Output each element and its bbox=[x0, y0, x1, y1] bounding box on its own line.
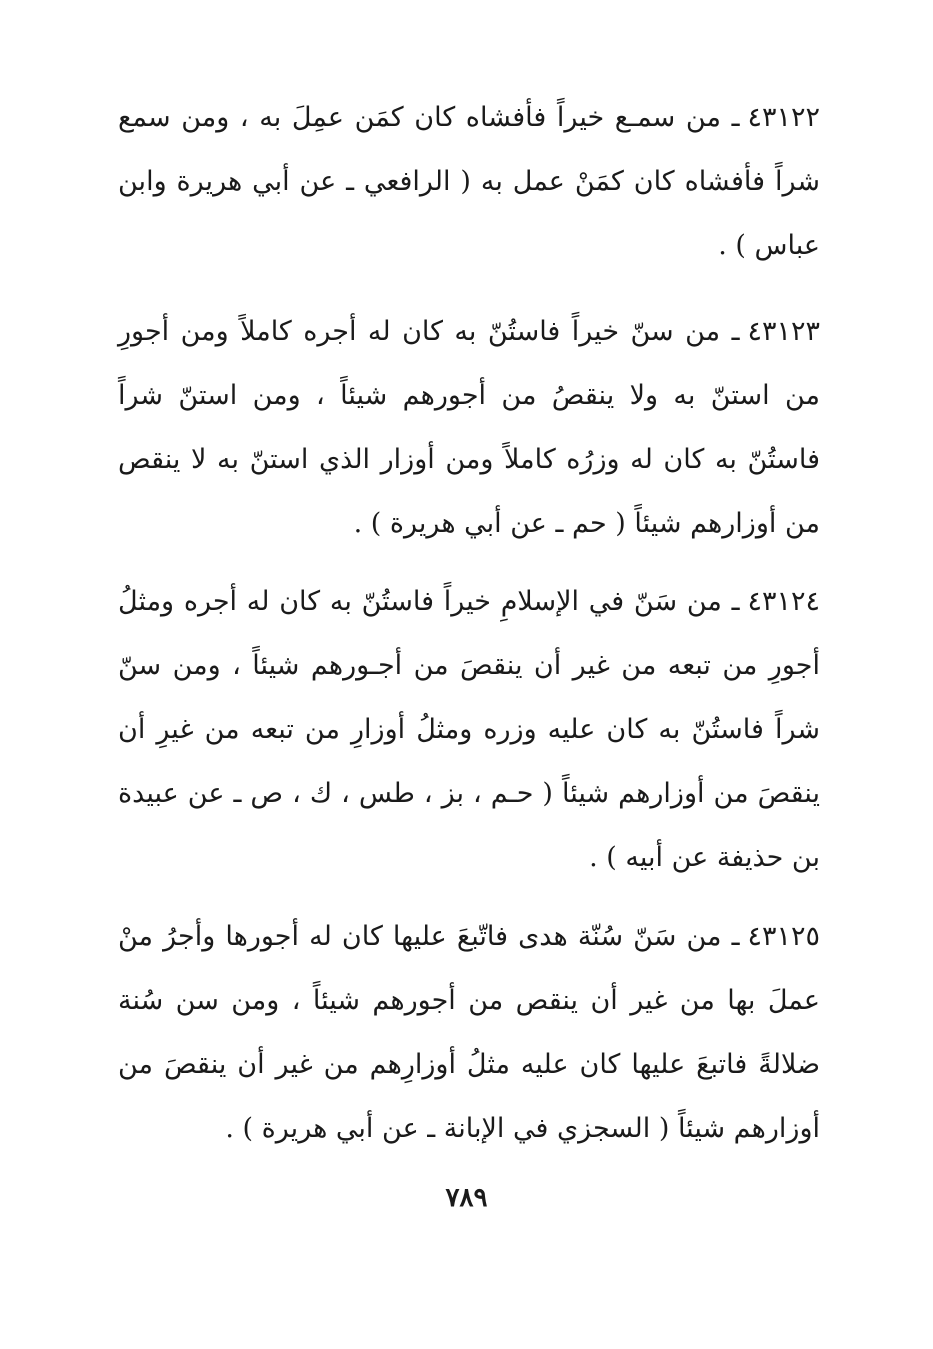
hadith-number: ٤٣١٢٣ bbox=[747, 316, 820, 347]
hadith-text: ـ من سمـع خيراً فأفشاه كان كمَن عمِلَ به ، ومن سمع شراً فأفشاه كان كمَنْ عمل به ( الرافعي ـ عن أبي هريرة وابن عباس ) . bbox=[118, 102, 820, 261]
hadith-number: ٤٣١٢٢ bbox=[747, 102, 820, 133]
page-number: ٧٨٩ bbox=[445, 1183, 488, 1213]
hadith-entry bbox=[118, 905, 820, 1161]
hadith-entry bbox=[118, 300, 820, 556]
hadith-text: ـ من سَنّ في الإسلامِ خيراً فاستُنّ به كان له أجره ومثلُ أجورِ من تبعه من غير أن ينقصَ من أجـورهم شيئاً ، ومن سنّ شراً فاستُنّ به كان عليه وزره ومثلُ أوزارِ من تبعه من غيرِ أن ينقصَ من أوزارهم شيئاً ( حـم ، بز ، طس ، ك ، ص ـ عن عبيدة بن حذيفة عن أبيه ) . bbox=[118, 586, 820, 873]
hadith-entry bbox=[118, 570, 820, 890]
hadith-number: ٤٣١٢٥ bbox=[747, 921, 820, 952]
hadith-text: ـ من سَنّ سُنّة هدى فاتّبعَ عليها كان له أجورها وأجرُ منْ عملَ بها من غير أن ينقص من أجورهم شيئاً ، ومن سن سُنة ضلالةً فاتبعَ عليها كان عليه مثلُ أوزارِهم من غير أن ينقصَ من أوزارهم شيئاً ( السجزي في الإبانة ـ عن أبي هريرة ) . bbox=[118, 921, 820, 1144]
hadith-entry bbox=[118, 86, 820, 278]
hadith-number: ٤٣١٢٤ bbox=[747, 586, 820, 617]
hadith-text: ـ من سنّ خيراً فاستُنّ به كان له أجره كاملاً ومن أجورِ من استنّ به ولا ينقصُ من أجورهم شيئاً ، ومن استنّ شراً فاستُنّ به كان له وزرُه كاملاً ومن أوزار الذي استنّ به لا ينقص من أوزارهم شيئاً ( حم ـ عن أبي هريرة ) . bbox=[118, 316, 820, 539]
